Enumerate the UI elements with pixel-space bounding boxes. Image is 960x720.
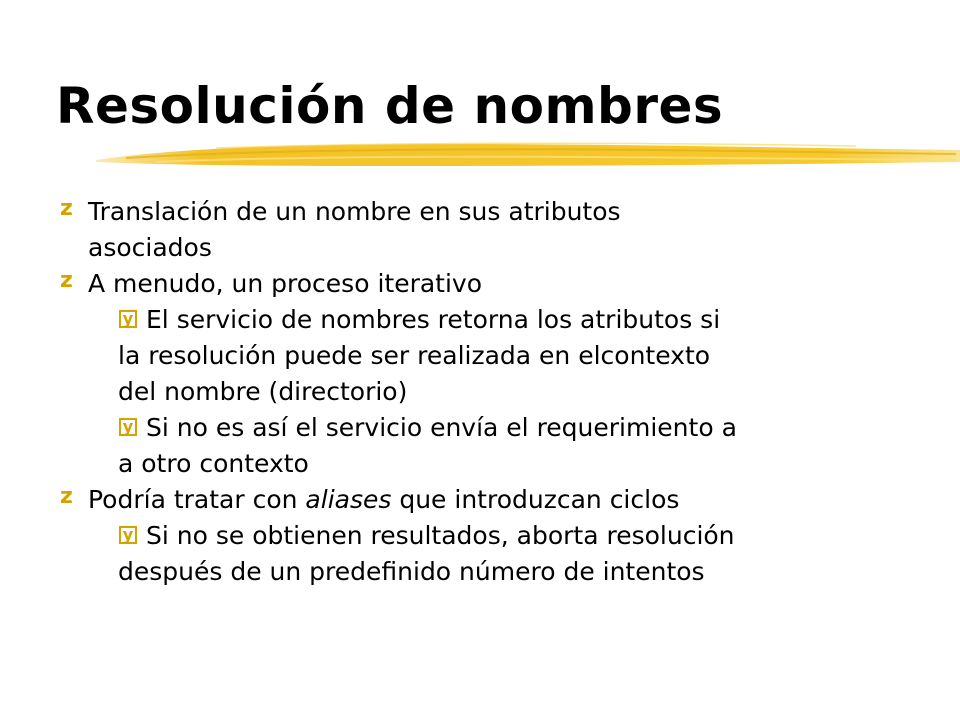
item-text-line: a otro contexto (118, 449, 309, 478)
boxed-y-bullet-icon: y (119, 418, 137, 436)
bullet-list (60, 194, 920, 590)
item-text-line: del nombre (directorio) (118, 377, 408, 406)
item-text-line: después de un predefinido número de intentos (118, 557, 705, 586)
list-item (60, 518, 920, 554)
item-text-line: Podría tratar con aliases que introduzcan ciclos (88, 485, 680, 514)
list-item (60, 410, 920, 446)
item-text-line: Si no se obtienen resultados, aborta resolución (146, 521, 735, 550)
list-item (60, 266, 920, 302)
z-bullet-icon: z (60, 484, 73, 509)
title-underline-brush-stroke (96, 136, 960, 176)
boxed-y-bullet-icon: y (119, 526, 137, 544)
slide-title: Resolución de nombres (56, 77, 724, 135)
z-bullet-icon: z (60, 268, 73, 293)
z-bullet-icon: z (60, 196, 73, 221)
item-text-line: Si no es así el servicio envía el requerimiento a (146, 413, 737, 442)
boxed-y-bullet-icon: y (119, 310, 137, 328)
list-item (60, 194, 920, 230)
item-text-line: la resolución puede ser realizada en elcontexto (118, 341, 711, 370)
item-text-line: asociados (88, 233, 212, 262)
list-item (60, 302, 920, 338)
emphasized-term: aliases (305, 485, 392, 514)
list-item (60, 482, 920, 518)
item-text-line: A menudo, un proceso iterativo (88, 269, 483, 298)
item-text-line: El servicio de nombres retorna los atributos si (146, 305, 721, 334)
item-text-line: Translación de un nombre en sus atributos (88, 197, 621, 226)
